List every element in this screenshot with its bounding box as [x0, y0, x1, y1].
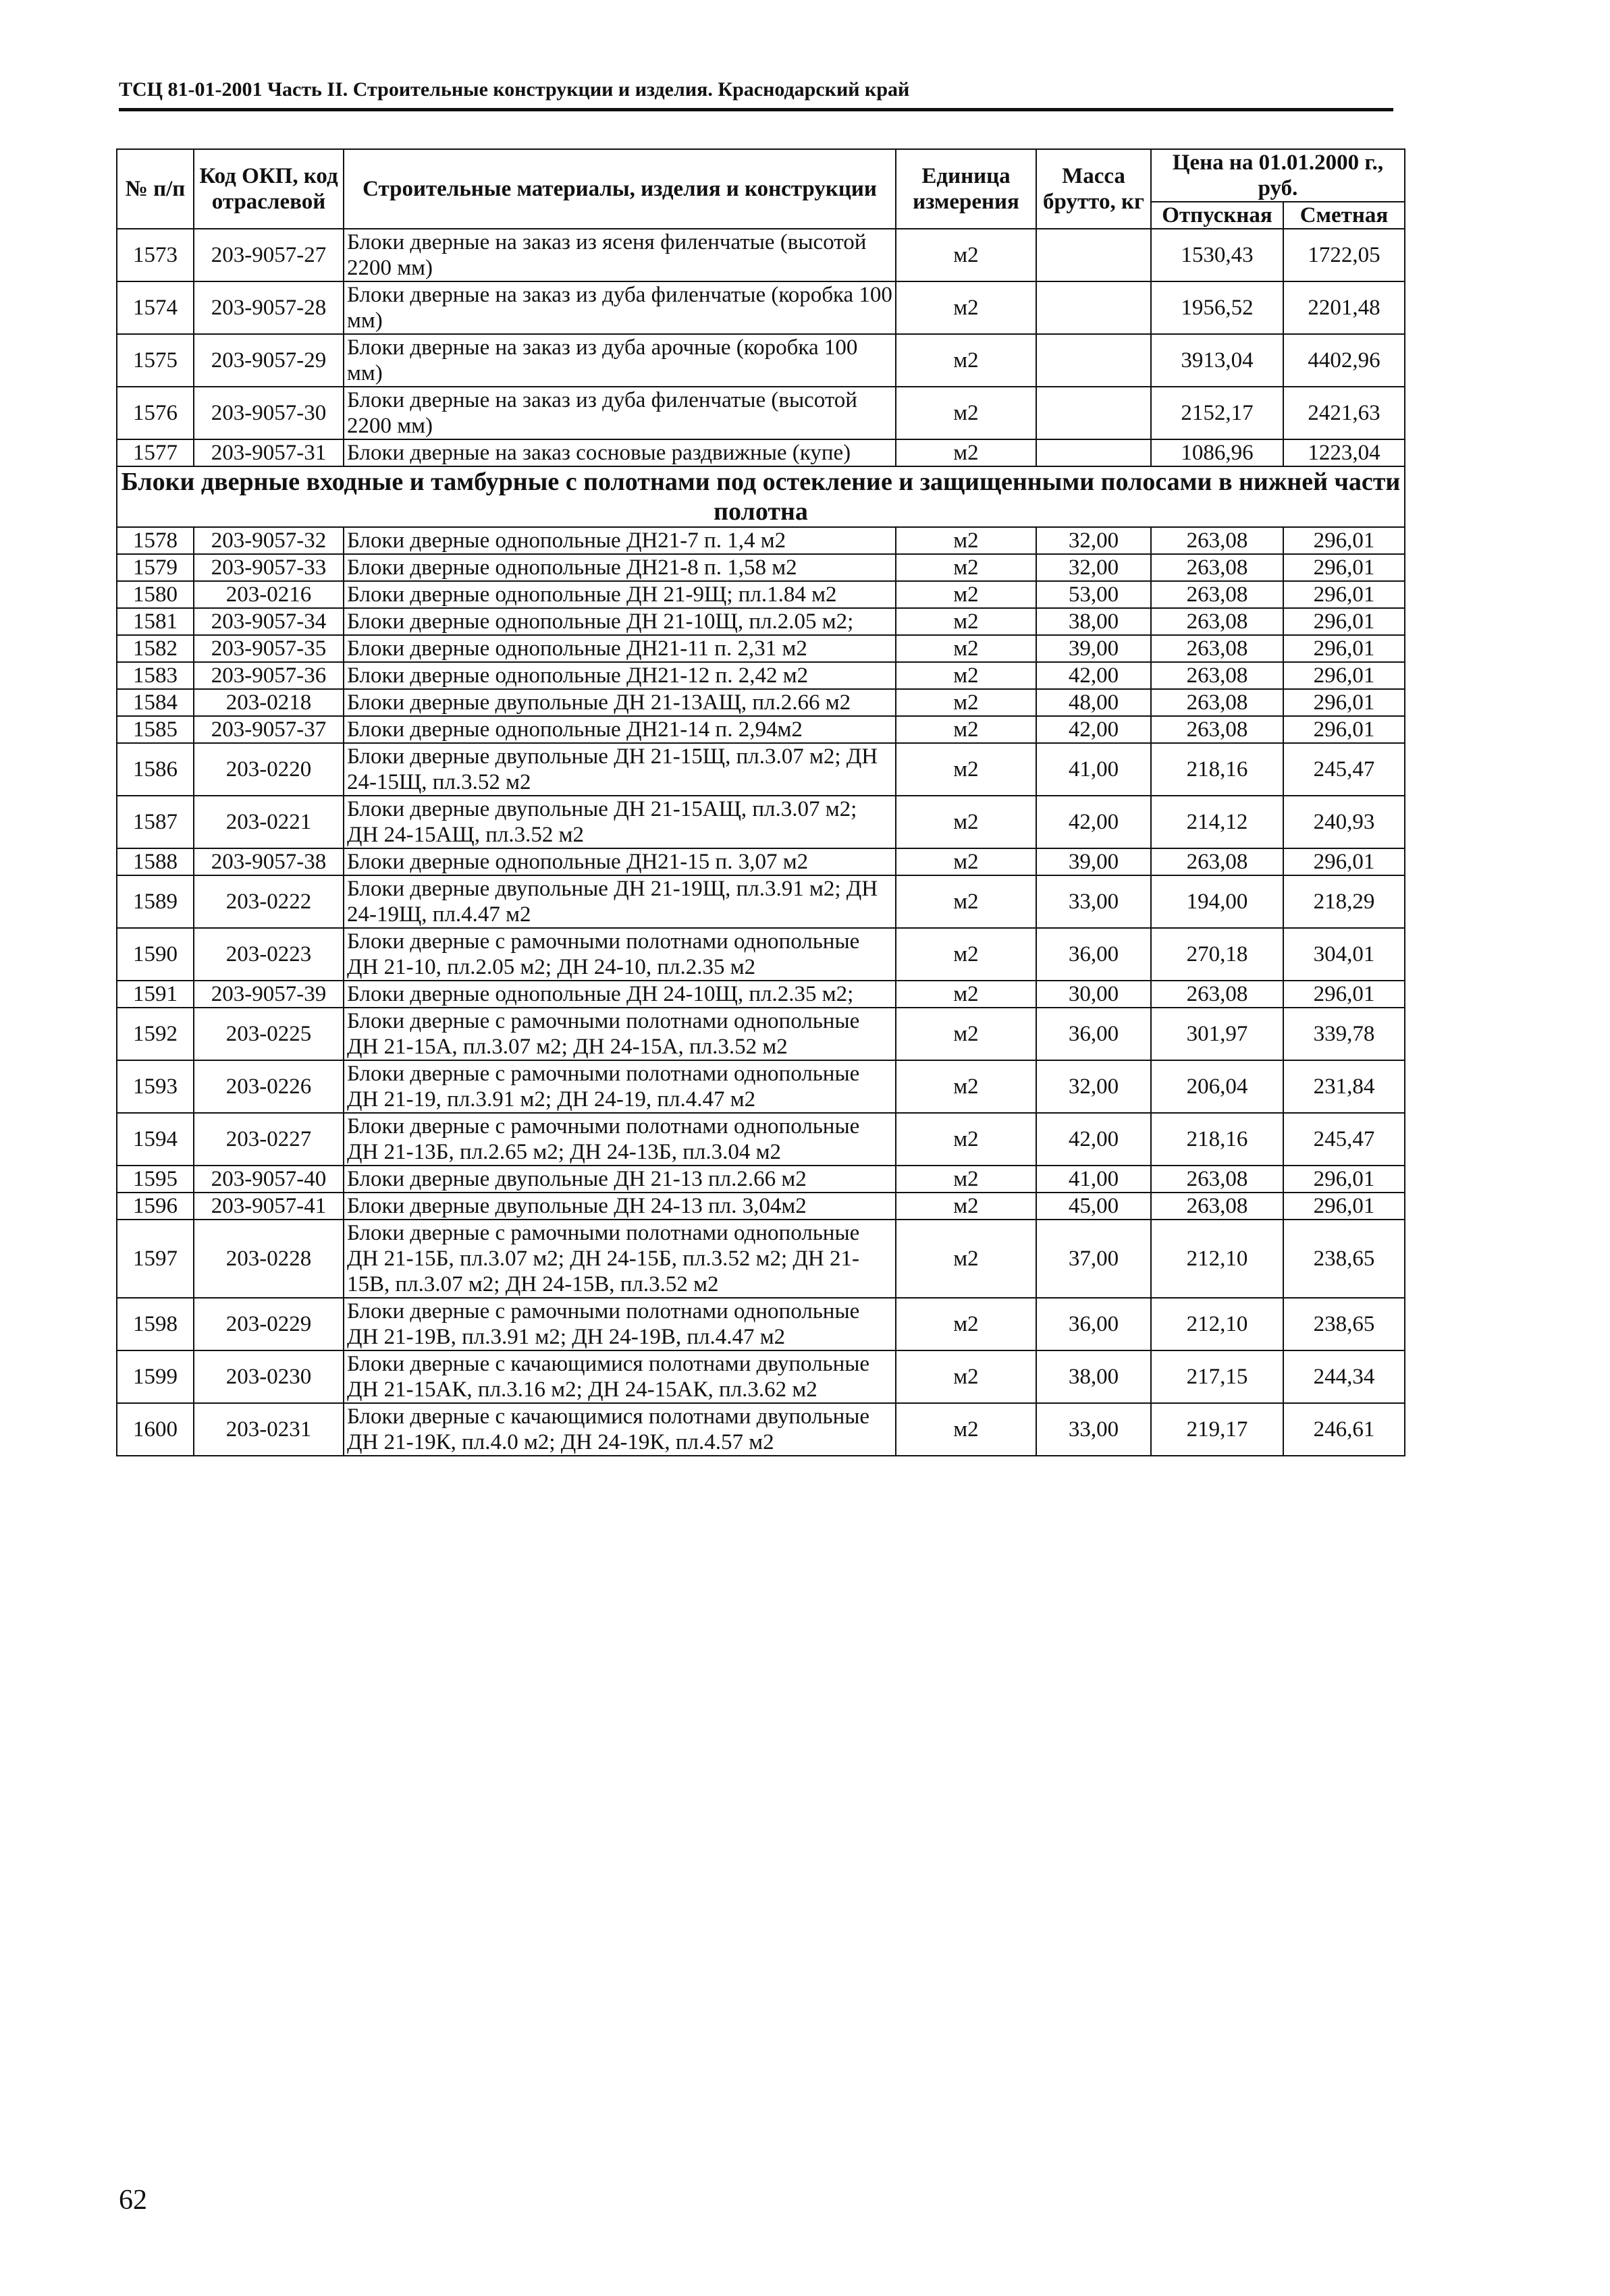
- cell-mass: 30,00: [1036, 981, 1151, 1008]
- cell-price-estimate: 238,65: [1283, 1298, 1405, 1350]
- cell-name: Блоки дверные однопольные ДН 21-10Щ, пл.2.05 м2;: [344, 608, 896, 635]
- cell-unit: м2: [896, 848, 1036, 875]
- cell-price-release: 194,00: [1151, 875, 1283, 928]
- cell-price-release: 263,08: [1151, 981, 1283, 1008]
- cell-unit: м2: [896, 334, 1036, 387]
- cell-mass: 42,00: [1036, 796, 1151, 848]
- cell-price-release: 218,16: [1151, 1113, 1283, 1166]
- cell-unit: м2: [896, 928, 1036, 981]
- page-header: [119, 76, 1393, 111]
- cell-name: Блоки дверные с рамочными полотнами однопольные ДН 21-13Б, пл.2.65 м2; ДН 24-13Б, пл.3.04 м2: [344, 1113, 896, 1166]
- cell-code: 203-9057-31: [194, 439, 344, 466]
- cell-unit: м2: [896, 689, 1036, 716]
- cell-unit: м2: [896, 635, 1036, 662]
- cell-name: Блоки дверные на заказ из дуба филенчатые (высотой 2200 мм): [344, 387, 896, 439]
- cell-mass: [1036, 334, 1151, 387]
- cell-num: 1579: [117, 554, 194, 581]
- cell-unit: м2: [896, 1113, 1036, 1166]
- cell-unit: м2: [896, 1350, 1036, 1403]
- cell-unit: м2: [896, 662, 1036, 689]
- cell-price-release: 263,08: [1151, 527, 1283, 554]
- table-row: [117, 1350, 1405, 1403]
- cell-name: Блоки дверные однопольные ДН 21-9Щ; пл.1.84 м2: [344, 581, 896, 608]
- cell-price-release: 263,08: [1151, 608, 1283, 635]
- cell-unit: м2: [896, 1220, 1036, 1298]
- section-title: Блоки дверные входные и тамбурные с полотнами под остекление и защищенными полосами в нижней части полотна: [117, 466, 1405, 527]
- cell-mass: 42,00: [1036, 662, 1151, 689]
- cell-name: Блоки дверные на заказ из дуба арочные (коробка 100 мм): [344, 334, 896, 387]
- col-header-price-estimate: Сметная: [1283, 202, 1405, 229]
- cell-mass: 42,00: [1036, 1113, 1151, 1166]
- table-row: [117, 334, 1405, 387]
- cell-price-estimate: 238,65: [1283, 1220, 1405, 1298]
- cell-num: 1576: [117, 387, 194, 439]
- cell-price-estimate: 1223,04: [1283, 439, 1405, 466]
- cell-name: Блоки дверные с рамочными полотнами однопольные ДН 21-15А, пл.3.07 м2; ДН 24-15А, пл.3.52 м2: [344, 1008, 896, 1060]
- col-header-mass: Масса брутто, кг: [1036, 149, 1151, 229]
- cell-mass: 36,00: [1036, 1298, 1151, 1350]
- cell-price-estimate: 245,47: [1283, 1113, 1405, 1166]
- cell-num: 1584: [117, 689, 194, 716]
- cell-mass: 32,00: [1036, 554, 1151, 581]
- cell-unit: м2: [896, 981, 1036, 1008]
- materials-price-table: [116, 148, 1405, 1456]
- cell-unit: м2: [896, 1060, 1036, 1113]
- cell-code: 203-0231: [194, 1403, 344, 1456]
- cell-price-release: 212,10: [1151, 1298, 1283, 1350]
- cell-mass: 33,00: [1036, 1403, 1151, 1456]
- cell-code: 203-9057-35: [194, 635, 344, 662]
- cell-code: 203-0228: [194, 1220, 344, 1298]
- cell-price-release: 1086,96: [1151, 439, 1283, 466]
- cell-name: Блоки дверные двупольные ДН 21-19Щ, пл.3.91 м2; ДН 24-19Щ, пл.4.47 м2: [344, 875, 896, 928]
- cell-unit: м2: [896, 1298, 1036, 1350]
- page-number: 62: [119, 2185, 147, 2216]
- cell-price-release: 212,10: [1151, 1220, 1283, 1298]
- cell-unit: м2: [896, 527, 1036, 554]
- cell-num: 1581: [117, 608, 194, 635]
- cell-mass: 38,00: [1036, 1350, 1151, 1403]
- cell-price-estimate: 296,01: [1283, 527, 1405, 554]
- cell-price-estimate: 244,34: [1283, 1350, 1405, 1403]
- cell-name: Блоки дверные с рамочными полотнами однопольные ДН 21-10, пл.2.05 м2; ДН 24-10, пл.2.35 м2: [344, 928, 896, 981]
- cell-mass: 36,00: [1036, 1008, 1151, 1060]
- cell-price-estimate: 1722,05: [1283, 229, 1405, 281]
- cell-mass: 32,00: [1036, 527, 1151, 554]
- cell-price-estimate: 296,01: [1283, 581, 1405, 608]
- table-row: [117, 981, 1405, 1008]
- cell-unit: м2: [896, 229, 1036, 281]
- table-body-top: [117, 229, 1405, 466]
- cell-code: 203-9057-40: [194, 1166, 344, 1193]
- cell-unit: м2: [896, 1193, 1036, 1220]
- cell-price-release: 263,08: [1151, 1193, 1283, 1220]
- cell-code: 203-0222: [194, 875, 344, 928]
- col-header-price: Цена на 01.01.2000 г., руб.: [1151, 149, 1405, 202]
- cell-code: 203-9057-38: [194, 848, 344, 875]
- cell-num: 1597: [117, 1220, 194, 1298]
- section-row: [117, 466, 1405, 527]
- table-row: [117, 662, 1405, 689]
- cell-name: Блоки дверные двупольные ДН 21-13АЩ, пл.2.66 м2: [344, 689, 896, 716]
- cell-mass: 36,00: [1036, 928, 1151, 981]
- cell-name: Блоки дверные однопольные ДН21-12 п. 2,42 м2: [344, 662, 896, 689]
- cell-price-release: 3913,04: [1151, 334, 1283, 387]
- cell-unit: м2: [896, 1403, 1036, 1456]
- cell-price-release: 263,08: [1151, 1166, 1283, 1193]
- cell-code: 203-9057-39: [194, 981, 344, 1008]
- col-header-name: Строительные материалы, изделия и конструкции: [344, 149, 896, 229]
- cell-price-estimate: 245,47: [1283, 743, 1405, 796]
- cell-code: 203-0230: [194, 1350, 344, 1403]
- cell-mass: 41,00: [1036, 743, 1151, 796]
- cell-code: 203-9057-28: [194, 281, 344, 334]
- cell-price-release: 206,04: [1151, 1060, 1283, 1113]
- cell-num: 1577: [117, 439, 194, 466]
- cell-unit: м2: [896, 875, 1036, 928]
- cell-mass: 42,00: [1036, 716, 1151, 743]
- cell-name: Блоки дверные двупольные ДН 21-13 пл.2.66 м2: [344, 1166, 896, 1193]
- cell-price-release: 263,08: [1151, 581, 1283, 608]
- cell-mass: 53,00: [1036, 581, 1151, 608]
- cell-price-release: 219,17: [1151, 1403, 1283, 1456]
- cell-num: 1598: [117, 1298, 194, 1350]
- cell-num: 1575: [117, 334, 194, 387]
- cell-price-estimate: 296,01: [1283, 848, 1405, 875]
- table-row: [117, 1060, 1405, 1113]
- cell-num: 1578: [117, 527, 194, 554]
- cell-code: 203-9057-41: [194, 1193, 344, 1220]
- table-section: [117, 466, 1405, 527]
- table-row: [117, 1166, 1405, 1193]
- cell-price-release: 217,15: [1151, 1350, 1283, 1403]
- table-row: [117, 743, 1405, 796]
- cell-name: Блоки дверные однопольные ДН 24-10Щ, пл.2.35 м2;: [344, 981, 896, 1008]
- cell-price-estimate: 296,01: [1283, 981, 1405, 1008]
- cell-price-estimate: 4402,96: [1283, 334, 1405, 387]
- table-row: [117, 1113, 1405, 1166]
- cell-num: 1599: [117, 1350, 194, 1403]
- document-title: ТСЦ 81-01-2001 Часть II. Строительные конструкции и изделия. Краснодарский край: [119, 78, 910, 101]
- table-header-row: [117, 149, 1405, 202]
- cell-name: Блоки дверные однопольные ДН21-8 п. 1,58 м2: [344, 554, 896, 581]
- cell-price-estimate: 240,93: [1283, 796, 1405, 848]
- cell-unit: м2: [896, 281, 1036, 334]
- table-row: [117, 1220, 1405, 1298]
- cell-mass: [1036, 281, 1151, 334]
- cell-num: 1592: [117, 1008, 194, 1060]
- cell-price-estimate: 2201,48: [1283, 281, 1405, 334]
- cell-price-release: 301,97: [1151, 1008, 1283, 1060]
- cell-mass: 33,00: [1036, 875, 1151, 928]
- cell-unit: м2: [896, 439, 1036, 466]
- cell-code: 203-9057-30: [194, 387, 344, 439]
- cell-mass: 37,00: [1036, 1220, 1151, 1298]
- cell-code: 203-0227: [194, 1113, 344, 1166]
- cell-mass: 48,00: [1036, 689, 1151, 716]
- cell-name: Блоки дверные однопольные ДН21-14 п. 2,94м2: [344, 716, 896, 743]
- cell-name: Блоки дверные с рамочными полотнами однопольные ДН 21-19, пл.3.91 м2; ДН 24-19, пл.4.47 м2: [344, 1060, 896, 1113]
- cell-unit: м2: [896, 554, 1036, 581]
- cell-price-release: 214,12: [1151, 796, 1283, 848]
- cell-num: 1593: [117, 1060, 194, 1113]
- table-row: [117, 608, 1405, 635]
- cell-price-release: 263,08: [1151, 689, 1283, 716]
- cell-price-estimate: 296,01: [1283, 716, 1405, 743]
- cell-name: Блоки дверные однопольные ДН21-7 п. 1,4 м2: [344, 527, 896, 554]
- cell-num: 1573: [117, 229, 194, 281]
- cell-num: 1583: [117, 662, 194, 689]
- table-row: [117, 1403, 1405, 1456]
- cell-price-estimate: 339,78: [1283, 1008, 1405, 1060]
- cell-price-release: 263,08: [1151, 635, 1283, 662]
- cell-code: 203-0221: [194, 796, 344, 848]
- table-row: [117, 1298, 1405, 1350]
- cell-code: 203-0223: [194, 928, 344, 981]
- table-row: [117, 1008, 1405, 1060]
- cell-code: 203-0220: [194, 743, 344, 796]
- cell-mass: [1036, 229, 1151, 281]
- col-header-num: № п/п: [117, 149, 194, 229]
- cell-price-release: 1530,43: [1151, 229, 1283, 281]
- cell-num: 1594: [117, 1113, 194, 1166]
- cell-price-estimate: 304,01: [1283, 928, 1405, 981]
- cell-name: Блоки дверные однопольные ДН21-11 п. 2,31 м2: [344, 635, 896, 662]
- table-row: [117, 387, 1405, 439]
- cell-name: Блоки дверные на заказ сосновые раздвижные (купе): [344, 439, 896, 466]
- table-row: [117, 281, 1405, 334]
- cell-name: Блоки дверные на заказ из дуба филенчатые (коробка 100 мм): [344, 281, 896, 334]
- cell-code: 203-9057-32: [194, 527, 344, 554]
- table-row: [117, 527, 1405, 554]
- cell-price-release: 263,08: [1151, 716, 1283, 743]
- cell-unit: м2: [896, 387, 1036, 439]
- cell-num: 1589: [117, 875, 194, 928]
- table-body-main: [117, 527, 1405, 1456]
- cell-num: 1596: [117, 1193, 194, 1220]
- cell-price-estimate: 218,29: [1283, 875, 1405, 928]
- cell-mass: [1036, 439, 1151, 466]
- table-row: [117, 1193, 1405, 1220]
- cell-price-release: 270,18: [1151, 928, 1283, 981]
- cell-code: 203-0226: [194, 1060, 344, 1113]
- cell-price-estimate: 296,01: [1283, 1193, 1405, 1220]
- col-header-code: Код ОКП, код отраслевой: [194, 149, 344, 229]
- cell-unit: м2: [896, 581, 1036, 608]
- cell-price-estimate: 296,01: [1283, 689, 1405, 716]
- col-header-price-release: Отпускная: [1151, 202, 1283, 229]
- cell-mass: 41,00: [1036, 1166, 1151, 1193]
- cell-mass: 32,00: [1036, 1060, 1151, 1113]
- cell-unit: м2: [896, 608, 1036, 635]
- cell-num: 1580: [117, 581, 194, 608]
- cell-code: 203-9057-27: [194, 229, 344, 281]
- cell-mass: 39,00: [1036, 848, 1151, 875]
- table-row: [117, 581, 1405, 608]
- cell-name: Блоки дверные с качающимися полотнами двупольные ДН 21-15АК, пл.3.16 м2; ДН 24-15АК, пл.3.62 м2: [344, 1350, 896, 1403]
- table-row: [117, 554, 1405, 581]
- cell-price-release: 263,08: [1151, 662, 1283, 689]
- cell-unit: м2: [896, 743, 1036, 796]
- cell-mass: 39,00: [1036, 635, 1151, 662]
- table-row: [117, 229, 1405, 281]
- cell-code: 203-0225: [194, 1008, 344, 1060]
- cell-num: 1587: [117, 796, 194, 848]
- table-row: [117, 796, 1405, 848]
- cell-price-estimate: 246,61: [1283, 1403, 1405, 1456]
- col-header-unit: Единица измерения: [896, 149, 1036, 229]
- cell-num: 1582: [117, 635, 194, 662]
- table-row: [117, 439, 1405, 466]
- cell-name: Блоки дверные двупольные ДН 21-15АЩ, пл.3.07 м2; ДН 24-15АЩ, пл.3.52 м2: [344, 796, 896, 848]
- cell-num: 1595: [117, 1166, 194, 1193]
- cell-name: Блоки дверные с рамочными полотнами однопольные ДН 21-19В, пл.3.91 м2; ДН 24-19В, пл.4.47 м2: [344, 1298, 896, 1350]
- cell-code: 203-9057-36: [194, 662, 344, 689]
- cell-price-estimate: 296,01: [1283, 662, 1405, 689]
- cell-code: 203-0216: [194, 581, 344, 608]
- cell-price-release: 263,08: [1151, 554, 1283, 581]
- cell-price-release: 263,08: [1151, 848, 1283, 875]
- cell-name: Блоки дверные двупольные ДН 21-15Щ, пл.3.07 м2; ДН 24-15Щ, пл.3.52 м2: [344, 743, 896, 796]
- cell-name: Блоки дверные двупольные ДН 24-13 пл. 3,04м2: [344, 1193, 896, 1220]
- cell-price-estimate: 231,84: [1283, 1060, 1405, 1113]
- cell-code: 203-9057-34: [194, 608, 344, 635]
- cell-code: 203-9057-29: [194, 334, 344, 387]
- cell-price-estimate: 296,01: [1283, 608, 1405, 635]
- cell-code: 203-9057-33: [194, 554, 344, 581]
- cell-name: Блоки дверные на заказ из ясеня филенчатые (высотой 2200 мм): [344, 229, 896, 281]
- cell-mass: [1036, 387, 1151, 439]
- table-row: [117, 689, 1405, 716]
- cell-price-estimate: 2421,63: [1283, 387, 1405, 439]
- cell-price-release: 2152,17: [1151, 387, 1283, 439]
- cell-num: 1590: [117, 928, 194, 981]
- cell-price-estimate: 296,01: [1283, 1166, 1405, 1193]
- cell-num: 1588: [117, 848, 194, 875]
- cell-unit: м2: [896, 1008, 1036, 1060]
- cell-price-release: 218,16: [1151, 743, 1283, 796]
- cell-price-estimate: 296,01: [1283, 554, 1405, 581]
- cell-name: Блоки дверные с качающимися полотнами двупольные ДН 21-19К, пл.4.0 м2; ДН 24-19К, пл.4.57 м2: [344, 1403, 896, 1456]
- cell-num: 1574: [117, 281, 194, 334]
- table-row: [117, 716, 1405, 743]
- table-row: [117, 928, 1405, 981]
- cell-num: 1585: [117, 716, 194, 743]
- cell-num: 1591: [117, 981, 194, 1008]
- cell-unit: м2: [896, 796, 1036, 848]
- cell-price-estimate: 296,01: [1283, 635, 1405, 662]
- cell-mass: 38,00: [1036, 608, 1151, 635]
- cell-num: 1600: [117, 1403, 194, 1456]
- table-row: [117, 875, 1405, 928]
- cell-name: Блоки дверные однопольные ДН21-15 п. 3,07 м2: [344, 848, 896, 875]
- cell-code: 203-9057-37: [194, 716, 344, 743]
- cell-mass: 45,00: [1036, 1193, 1151, 1220]
- table-row: [117, 635, 1405, 662]
- cell-unit: м2: [896, 1166, 1036, 1193]
- cell-unit: м2: [896, 716, 1036, 743]
- cell-price-release: 1956,52: [1151, 281, 1283, 334]
- cell-code: 203-0229: [194, 1298, 344, 1350]
- cell-name: Блоки дверные с рамочными полотнами однопольные ДН 21-15Б, пл.3.07 м2; ДН 24-15Б, пл.3.52 м2; ДН 21-15В, пл.3.07 м2; ДН 24-15В, пл.3.52 м2: [344, 1220, 896, 1298]
- cell-code: 203-0218: [194, 689, 344, 716]
- table-row: [117, 848, 1405, 875]
- cell-num: 1586: [117, 743, 194, 796]
